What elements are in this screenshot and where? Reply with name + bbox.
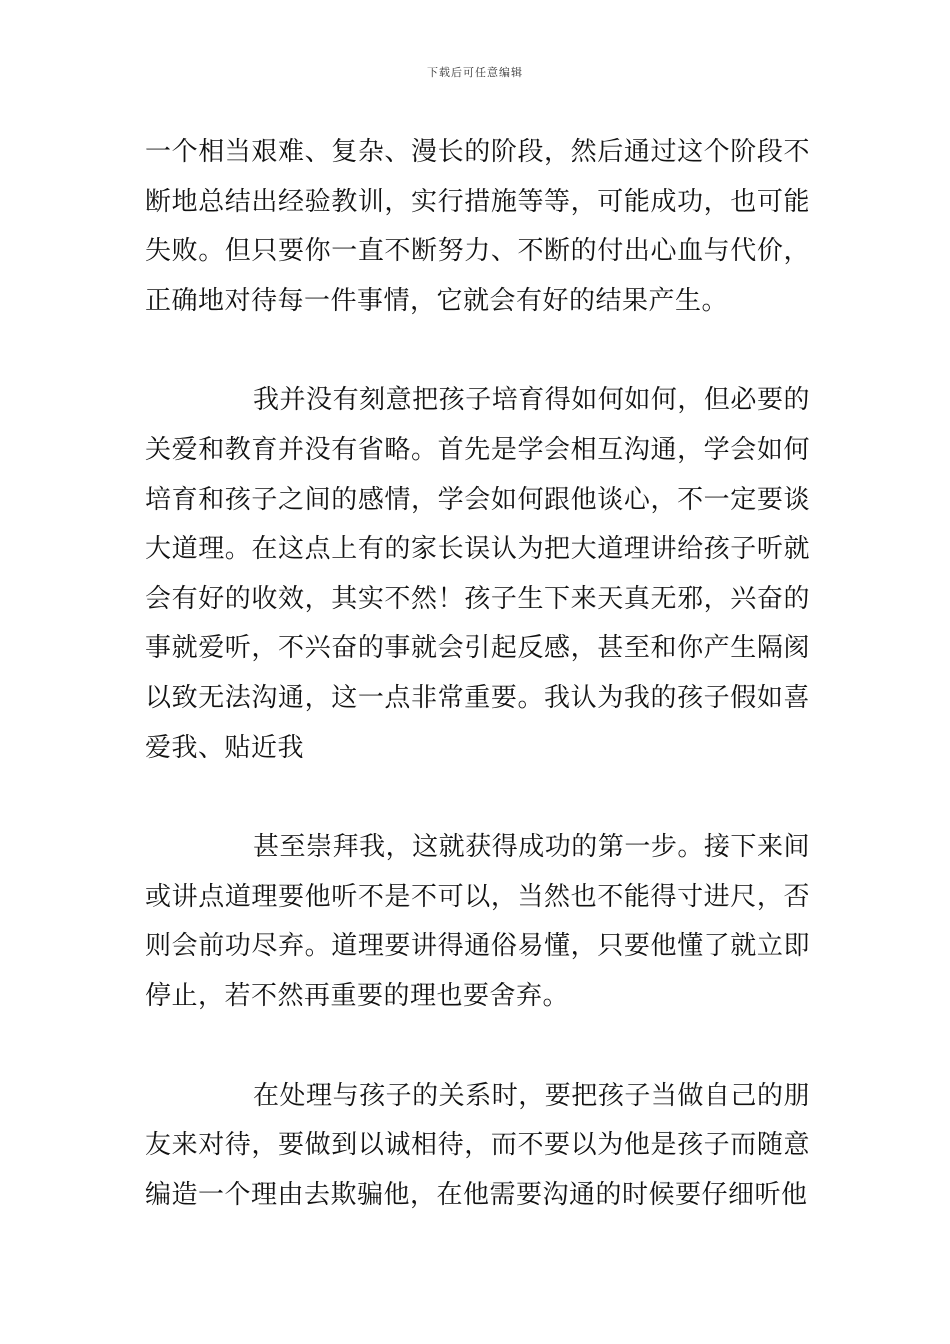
paragraph-1: 一个相当艰难、复杂、漫长的阶段，然后通过这个阶段不断地总结出经验教训，实行措施等等，可能成功，也可能失败。但只要你一直不断努力、不断的付出心血与代价，正确地对待每一件事情，它就会有好的结果产生。 [145, 137, 810, 316]
paragraph-gap [145, 773, 810, 823]
paragraph-gap [145, 1022, 810, 1072]
document-body [145, 128, 810, 1220]
paragraph-4: 在处理与孩子的关系时，要把孩子当做自己的朋友来对待，要做到以诚相待，而不要以为他是孩子而随意编造一个理由去欺骗他，在他需要沟通的时候要仔细听他 [145, 1080, 810, 1210]
paragraph-2: 我并没有刻意把孩子培育得如何如何，但必要的关爱和教育并没有省略。首先是学会相互沟通，学会如何培育和孩子之间的感情，学会如何跟他谈心，不一定要谈大道理。在这点上有的家长误认为把大道理讲给孩子听就会有好的收效，其实不然！孩子生下来天真无邪，兴奋的事就爱听，不兴奋的事就会引起反感，甚至和你产生隔阂以致无法沟通，这一点非常重要。我认为我的孩子假如喜爱我、贴近我 [145, 385, 810, 763]
paragraph-3: 甚至崇拜我，这就获得成功的第一步。接下来间或讲点道理要他听不是不可以，当然也不能得寸进尺，否则会前功尽弃。道理要讲得通俗易懂，只要他懂了就立即停止，若不然再重要的理也要舍弃。 [145, 832, 810, 1011]
paragraph-gap [145, 326, 810, 376]
header-note: 下载后可任意编辑 [427, 66, 523, 79]
